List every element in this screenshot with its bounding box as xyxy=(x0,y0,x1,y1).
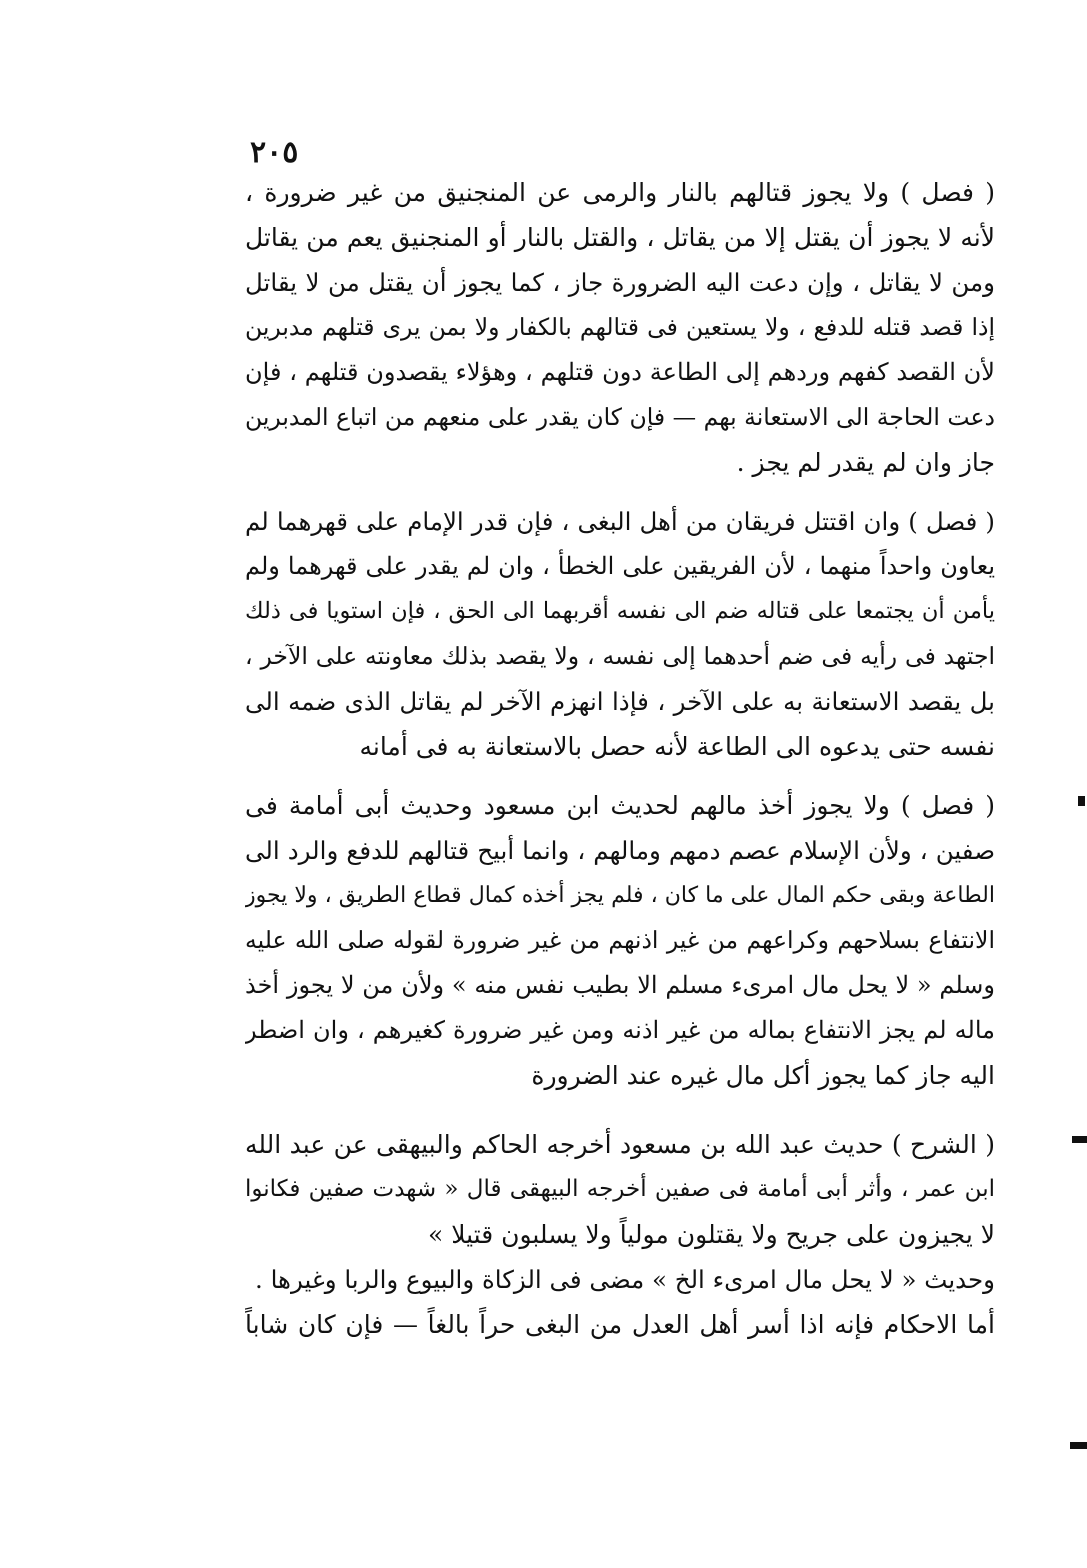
text-line: ابن عمر ، وأثر أبى أمامة فى صفين أخرجه البيهقى قال « شهدت صفين فكانوا xyxy=(245,1176,995,1202)
paragraph-fasl-fire xyxy=(245,170,995,485)
text-line: اليه جاز كما يجوز أكل مال غيره عند الضرورة xyxy=(531,1061,995,1090)
text-line: إذا قصد قتله للدفع ، ولا يستعين فى قتالهم بالكفار ولا بمن يرى قتلهم مدبرين xyxy=(245,313,995,341)
text-line: يأمن أن يجتمعا على قتاله ضم الى نفسه أقربهما الى الحق ، فإن استويا فى ذلك xyxy=(245,598,995,624)
text-line: وسلم « لا يحل مال امرىء مسلم الا بطيب نفس منه » ولأن من لا يجوز أخذ xyxy=(245,971,995,999)
scan-edge-mark xyxy=(1072,1136,1087,1143)
text-line: لا يجيزون على جريح ولا يقتلون مولياً ولا يسلبون قتيلا » xyxy=(427,1220,995,1249)
text-line: اجتهد فى رأيه فى ضم أحدهما إلى نفسه ، ولا يقصد بذلك معاونته على الآخر ، xyxy=(245,642,995,670)
text-line: ( الشرح ) حديث عبد الله بن مسعود أخرجه الحاكم والبيهقى عن عبد الله xyxy=(245,1130,995,1159)
text-line: بل يقصد الاستعانة به على الآخر ، فإذا انهزم الآخر لم يقاتل الذى ضمه الى xyxy=(245,687,995,716)
text-line: الانتفاع بسلاحهم وكراعهم من غير اذنهم من غير ضرورة لقوله صلى الله عليه xyxy=(245,926,995,954)
text-line: نفسه حتى يدعوه الى الطاعة لأنه حصل بالاستعانة به فى أمانه xyxy=(359,732,995,761)
text-line: ومن لا يقاتل ، وإن دعت اليه الضرورة جاز ، كما يجوز أن يقتل من لا يقاتل xyxy=(245,268,995,297)
text-line: جاز وان لم يقدر لم يجز . xyxy=(736,448,995,477)
text-line: ماله لم يجز الانتفاع بماله من غير اذنه ومن غير ضرورة كغيرهم ، وان اضطر xyxy=(245,1016,995,1044)
text-line: أما الاحكام فإنه اذا أسر أهل العدل من البغى حراً بالغاً — فإن كان شاباً xyxy=(245,1310,995,1339)
paragraph-fasl-property xyxy=(245,783,995,1098)
scan-edge-mark xyxy=(1070,1442,1087,1449)
page-body xyxy=(245,170,995,1361)
paragraph-fasl-two-factions xyxy=(245,499,995,769)
text-line: ( فصل ) وان اقتتل فريقان من أهل البغى ، فإن قدر الإمام على قهرهما لم xyxy=(245,507,995,536)
text-line: ( فصل ) ولا يجوز قتالهم بالنار والرمى عن المنجنيق من غير ضرورة ، xyxy=(245,178,995,207)
page-number: ٢٠٥ xyxy=(250,135,299,170)
text-line: يعاون واحداً منهما ، لأن الفريقين على الخطأ ، وان لم يقدر على قهرهما ولم xyxy=(245,552,995,580)
text-line: وحديث « لا يحل مال امرىء الخ » مضى فى الزكاة والبيوع والربا وغيرها . xyxy=(255,1265,995,1294)
scan-edge-mark xyxy=(1078,796,1085,806)
text-line: دعت الحاجة الى الاستعانة بهم — فإن كان يقدر على منعهم من اتباع المدبرين xyxy=(245,403,995,431)
text-line: ( فصل ) ولا يجوز أخذ مالهم لحديث ابن مسعود وحديث أبى أمامة فى xyxy=(245,791,995,820)
text-line: لأن القصد كفهم وردهم إلى الطاعة دون قتلهم ، وهؤلاء يقصدون قتلهم ، فإن xyxy=(245,358,995,386)
text-line: الطاعة وبقى حكم المال على ما كان ، فلم يجز أخذه كمال قطاع الطريق ، ولا يجوز xyxy=(245,883,995,908)
text-line: لأنه لا يجوز أن يقتل إلا من يقاتل ، والقتل بالنار أو المنجنيق يعم من يقاتل xyxy=(245,223,995,252)
paragraph-sharh-commentary xyxy=(245,1122,995,1347)
text-line: صفين ، ولأن الإسلام عصم دمهم ومالهم ، وانما أبيح قتالهم للدفع والرد الى xyxy=(245,836,995,865)
